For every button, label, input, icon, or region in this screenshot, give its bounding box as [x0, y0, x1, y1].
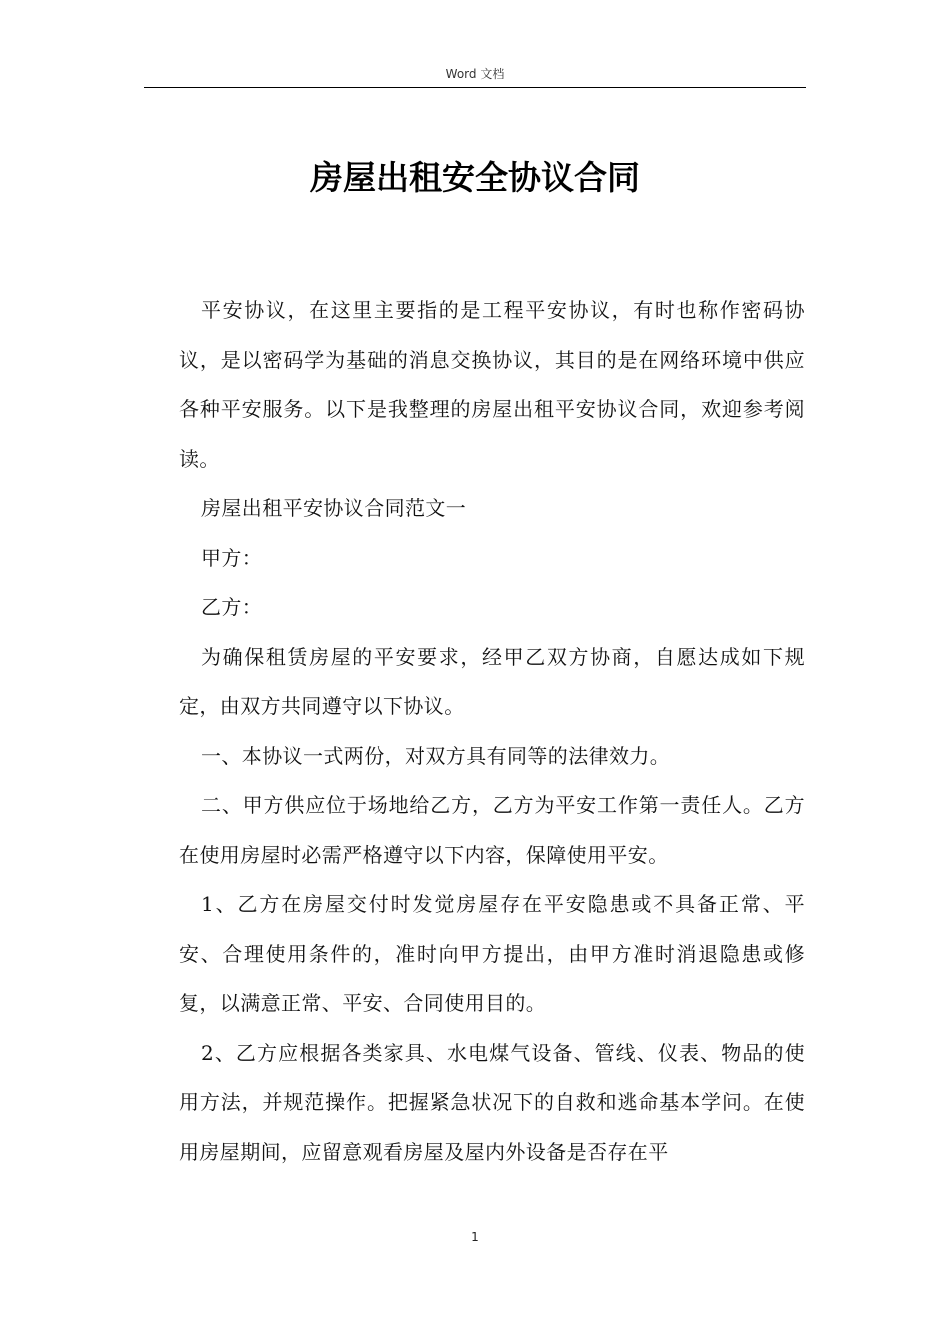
paragraph-section-heading: 房屋出租平安协议合同范文一 [201, 496, 467, 520]
paragraph-item-2: 2、乙方应根据各类家具、水电煤气设备、管线、仪表、物品的使用方法，并规范操作。把握紧急状况下的自救和逃命基本学问。在使用房屋期间，应留意观看房屋及屋内外设备是否存在平 [179, 1040, 805, 1164]
document-body [179, 286, 805, 1177]
paragraph-clause-2: 二、甲方供应位于场地给乙方，乙方为平安工作第一责任人。乙方在使用房屋时必需严格遵守以下内容，保障使用平安。 [179, 793, 805, 867]
page-number: 1 [471, 1230, 479, 1244]
paragraph-party-a: 甲方： [201, 545, 263, 570]
paragraph-intro: 平安协议，在这里主要指的是工程平安协议，有时也称作密码协议，是以密码学为基础的消息交换协议，其目的是在网络环境中供应各种平安服务。以下是我整理的房屋出租平安协议合同，欢迎参考阅读。 [179, 298, 805, 471]
document-title: 房屋出租安全协议合同 [310, 158, 640, 197]
paragraph-clause-1: 一、本协议一式两份，对双方具有同等的法律效力。 [201, 743, 671, 768]
paragraph-item-1: 1、乙方在房屋交付时发觉房屋存在平安隐患或不具备正常、平安、合理使用条件的，准时向甲方提出，由甲方准时消退隐患或修复，以满意正常、平安、合同使用目的。 [179, 892, 805, 1015]
page-header-text: Word 文档 [445, 67, 505, 81]
paragraph-party-b: 乙方： [201, 595, 263, 619]
paragraph-purpose: 为确保租赁房屋的平安要求，经甲乙双方协商，自愿达成如下规定，由双方共同遵守以下协议。 [179, 644, 805, 718]
header-divider [144, 87, 806, 88]
